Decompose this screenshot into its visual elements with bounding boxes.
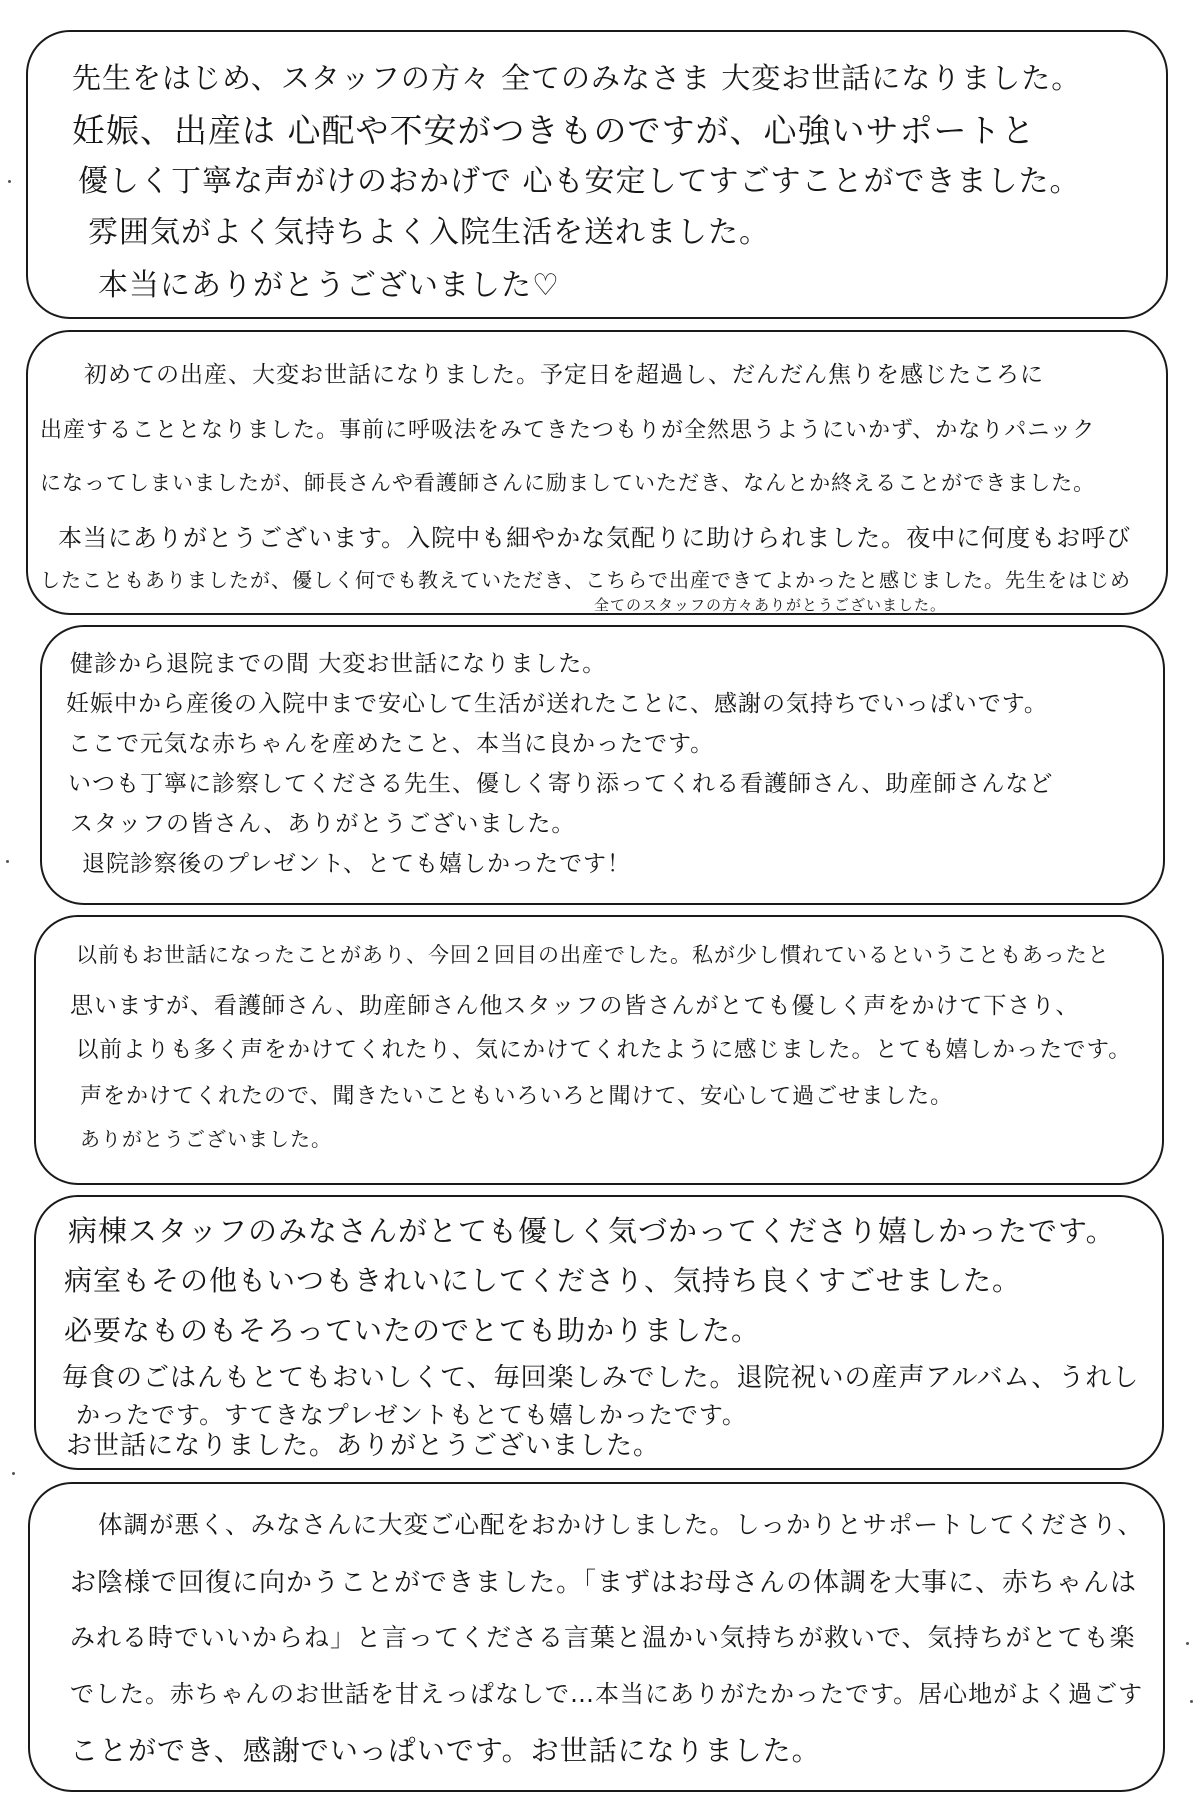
message-4-line-4: 声をかけてくれたので、聞きたいこともいろいろと聞けて、安心して過ごせました。	[80, 1084, 954, 1109]
message-4-line-1: 以前もお世話になったことがあり、今回２回目の出産でした。私が少し慣れているということもあったと	[76, 943, 1110, 967]
message-1-line-2: 妊娠、出産は 心配や不安がつきものですが、心強いサポートと	[72, 111, 1036, 150]
scan-speck	[8, 180, 11, 183]
message-3-line-6: 退院診察後のプレゼント、とても嬉しかったです！	[82, 851, 632, 877]
message-card-5	[34, 1195, 1164, 1470]
message-2-line-5: したこともありましたが、優しく何でも教えていただき、こちらで出産できてよかったと感じました。先生をはじめ	[40, 568, 1131, 592]
message-card-3	[40, 625, 1165, 905]
message-6-line-1: 体調が悪く、みなさんに大変ご心配をおかけしました。しっかりとサポートしてくださり、	[98, 1510, 1144, 1539]
message-2-line-3: になってしまいましたが、師長さんや看護師さんに励ましていただき、なんとか終えることができました。	[40, 471, 1096, 495]
message-1-line-1: 先生をはじめ、スタッフの方々 全てのみなさま 大変お世話になりました。	[72, 61, 1082, 95]
message-5-line-2: 病室もその他もいつもきれいにしてくださり、気持ち良くすごせました。	[64, 1264, 1022, 1297]
message-3-line-5: スタッフの皆さん、ありがとうございました。	[70, 811, 576, 837]
message-6-line-4: でした。赤ちゃんのお世話を甘えっぱなしで…本当にありがたかったです。居心地がよく過ごす	[70, 1680, 1144, 1708]
message-5-line-6: お世話になりました。ありがとうございました。	[66, 1431, 661, 1461]
message-4-line-5: ありがとうございました。	[80, 1127, 332, 1151]
message-6-line-2: お陰様で回復に向かうことができました。「まずはお母さんの体調を大事に、赤ちゃんは	[70, 1568, 1138, 1598]
message-5-line-1: 病棟スタッフのみなさんがとても優しく気づかってくださり嬉しかったです。	[68, 1214, 1116, 1248]
scan-speck	[1190, 1700, 1193, 1703]
scan-speck	[6, 860, 9, 863]
scan-speck	[1186, 1642, 1189, 1645]
message-card-6	[28, 1482, 1165, 1792]
message-card-4	[34, 915, 1164, 1185]
message-3-line-2: 妊娠中から産後の入院中まで安心して生活が送れたことに、感謝の気持ちでいっぱいです。	[66, 691, 1048, 717]
message-6-line-3: みれる時でいいからね」と言ってくださる言葉と温かい気持ちが救いで、気持ちがとても楽	[70, 1623, 1136, 1652]
message-card-2	[26, 330, 1168, 615]
message-2-line-1: 初めての出産、大変お世話になりました。予定日を超過し、だんだん焦りを感じたころに	[84, 362, 1044, 388]
message-2-line-2: 出産することとなりました。事前に呼吸法をみてきたつもりが全然思うようにいかず、かなりパニック	[40, 418, 1096, 443]
message-4-line-3: 以前よりも多く声をかけてくれたり、気にかけてくれたように感じました。とても嬉しかったです。	[76, 1037, 1132, 1063]
message-6-line-5: ことができ、感謝でいっぱいです。お世話になりました。	[70, 1734, 821, 1767]
scan-speck	[12, 1472, 15, 1475]
message-4-line-2: 思いますが、看護師さん、助産師さん他スタッフの皆さんがとても優しく声をかけて下さり、	[70, 993, 1080, 1019]
message-5-line-3: 必要なものもそろっていたのでとても助かりました。	[64, 1314, 761, 1347]
message-5-line-4: 毎食のごはんもとてもおいしくて、毎回楽しみでした。退院祝いの産声アルバム、うれし	[62, 1363, 1140, 1393]
message-2-line-4: 本当にありがとうございます。入院中も細やかな気配りに助けられました。夜中に何度もお呼び	[58, 524, 1132, 552]
message-5-line-5: かったです。すてきなプレゼントもとても嬉しかったです。	[76, 1401, 747, 1429]
message-3-line-3: ここで元気な赤ちゃんを産めたこと、本当に良かったです。	[68, 731, 715, 757]
message-2-line-6: 全てのスタッフの方々ありがとうございました。	[594, 596, 947, 614]
message-1-line-4: 雰囲気がよく気持ちよく入院生活を送れました。	[88, 215, 770, 250]
message-1-line-5: 本当にありがとうございました♡	[98, 268, 560, 303]
message-card-1	[26, 30, 1168, 319]
message-3-line-4: いつも丁寧に診察してくださる先生、優しく寄り添ってくれる看護師さん、助産師さんなど	[68, 771, 1054, 797]
message-3-line-1: 健診から退院までの間 大変お世話になりました。	[70, 651, 607, 677]
message-1-line-3: 優しく丁寧な声がけのおかげで 心も安定してすごすことができました。	[78, 164, 1081, 199]
